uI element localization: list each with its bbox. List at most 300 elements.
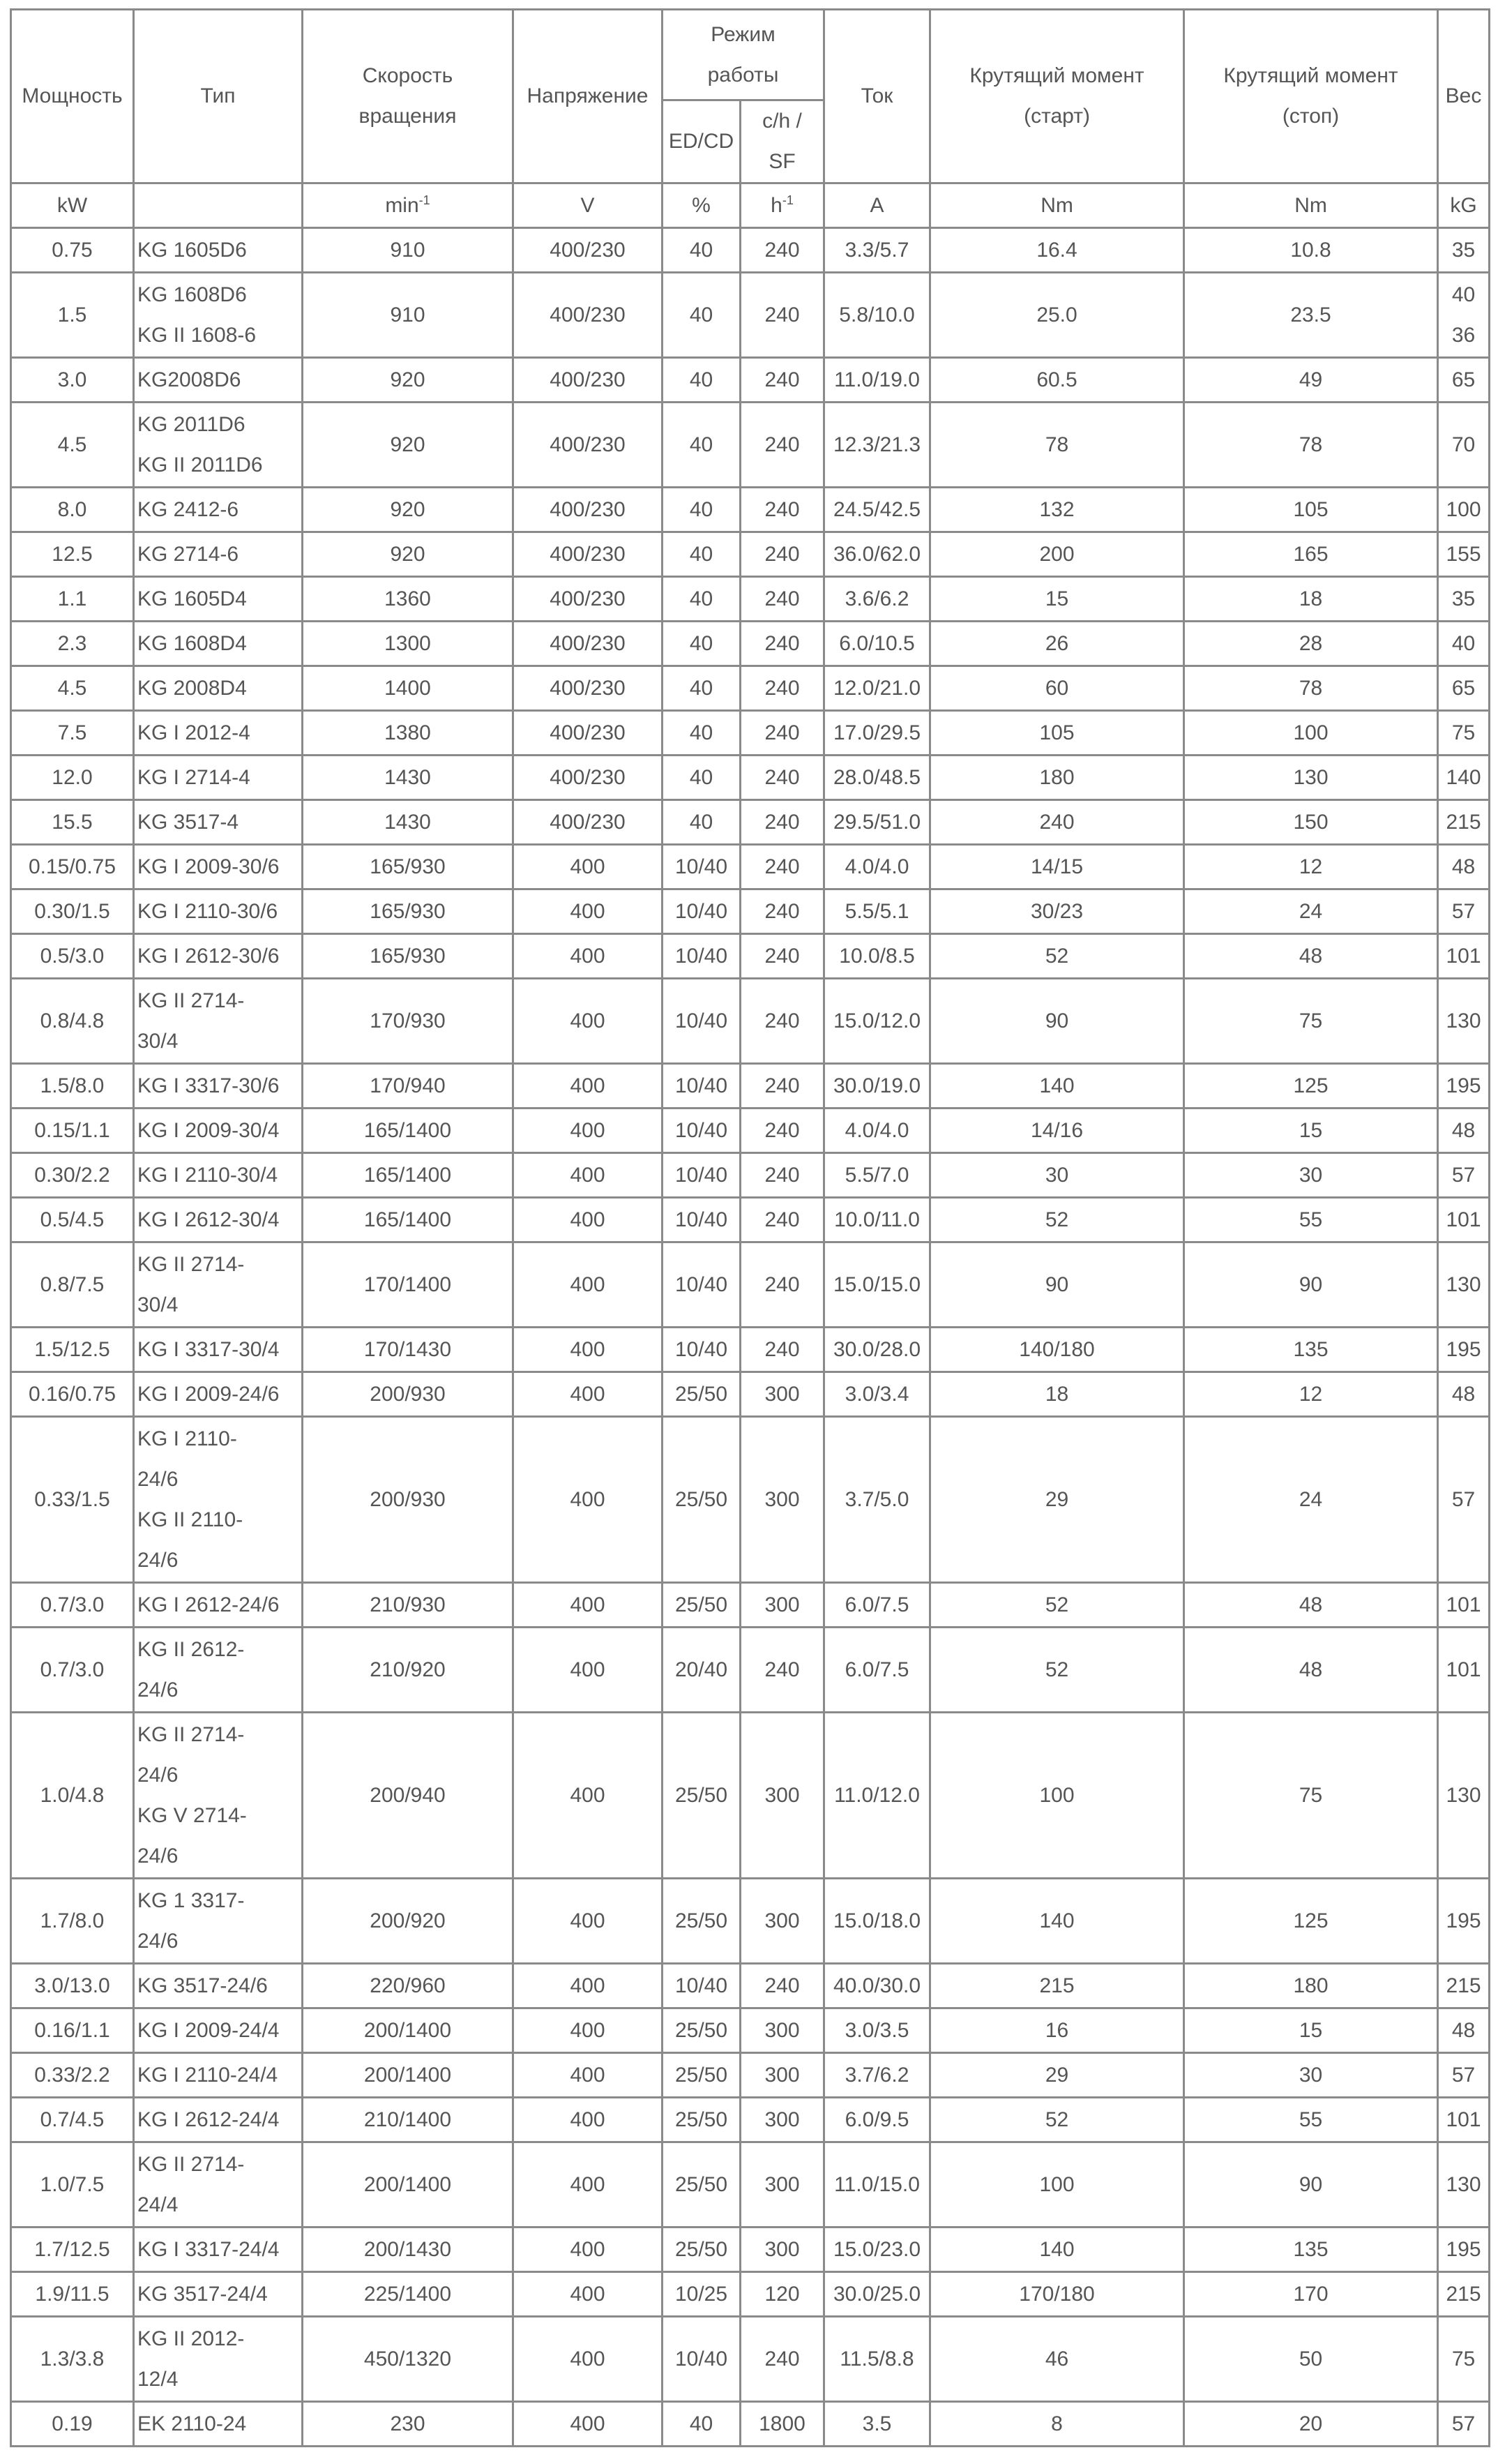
cell-weight-line: 75 xyxy=(1451,2347,1476,2371)
cell-type-line: EK 2110-24 xyxy=(137,2412,247,2435)
cell-type-line: KG I 3317-24/4 xyxy=(137,2237,280,2261)
table-row xyxy=(11,358,1490,403)
table-row xyxy=(11,532,1490,577)
table-row xyxy=(11,1328,1490,1372)
cell-ch-sf: 300 xyxy=(741,2008,824,2053)
cell-ed-cd: 10/40 xyxy=(663,979,741,1064)
cell-ch-sf: 240 xyxy=(741,577,824,622)
cell-torque-stop: 55 xyxy=(1184,2098,1438,2142)
cell-weight-line: 100 xyxy=(1446,497,1481,521)
cell-weight xyxy=(1438,1242,1490,1328)
unit-ch xyxy=(741,183,824,228)
cell-weight xyxy=(1438,2008,1490,2053)
cell-type-line: 24/6 xyxy=(137,1929,179,1953)
cell-ed-cd: 40 xyxy=(663,756,741,800)
cell-ed-cd: 10/40 xyxy=(663,1964,741,2008)
cell-voltage: 400 xyxy=(513,979,663,1064)
cell-speed: 920 xyxy=(303,403,513,488)
cell-power: 4.5 xyxy=(11,666,134,711)
table-row xyxy=(11,1628,1490,1713)
cell-torque-stop: 23.5 xyxy=(1184,273,1438,358)
cell-power: 3.0/13.0 xyxy=(11,1964,134,2008)
cell-power: 1.5 xyxy=(11,273,134,358)
cell-voltage: 400/230 xyxy=(513,273,663,358)
cell-current: 15.0/15.0 xyxy=(824,1242,930,1328)
cell-type-line: KG V 2714- xyxy=(137,1803,247,1827)
cell-voltage: 400/230 xyxy=(513,577,663,622)
spec-table-container xyxy=(10,8,1488,2447)
cell-type xyxy=(134,1713,303,1879)
cell-type xyxy=(134,622,303,666)
cell-torque-start: 90 xyxy=(930,1242,1184,1328)
cell-current: 11.0/19.0 xyxy=(824,358,930,403)
cell-type xyxy=(134,358,303,403)
table-header xyxy=(11,10,1490,228)
cell-power: 8.0 xyxy=(11,488,134,532)
cell-torque-stop: 18 xyxy=(1184,577,1438,622)
cell-torque-start: 180 xyxy=(930,756,1184,800)
cell-ch-sf: 240 xyxy=(741,622,824,666)
cell-torque-stop: 24 xyxy=(1184,1417,1438,1583)
cell-voltage: 400 xyxy=(513,1109,663,1153)
cell-ch-sf: 240 xyxy=(741,2317,824,2402)
cell-torque-stop: 135 xyxy=(1184,2228,1438,2272)
cell-ed-cd: 40 xyxy=(663,273,741,358)
cell-current: 24.5/42.5 xyxy=(824,488,930,532)
cell-power: 0.75 xyxy=(11,228,134,273)
cell-current: 17.0/29.5 xyxy=(824,711,930,756)
cell-weight xyxy=(1438,1064,1490,1109)
cell-ed-cd: 40 xyxy=(663,358,741,403)
cell-type-line: 24/6 xyxy=(137,1763,179,1787)
header-torque-start-line: Крутящий момент xyxy=(969,64,1144,87)
cell-power: 0.30/1.5 xyxy=(11,889,134,934)
cell-voltage: 400 xyxy=(513,934,663,979)
cell-torque-stop: 170 xyxy=(1184,2272,1438,2317)
cell-type-line: KG I 2009-30/4 xyxy=(137,1118,280,1142)
header-speed xyxy=(303,10,513,183)
cell-weight xyxy=(1438,2053,1490,2098)
cell-voltage: 400 xyxy=(513,1879,663,1964)
cell-type-line: KG I 2012-4 xyxy=(137,721,250,744)
cell-ch-sf: 240 xyxy=(741,1328,824,1372)
cell-weight xyxy=(1438,1964,1490,2008)
cell-type-line: 24/6 xyxy=(137,1548,179,1572)
cell-speed: 1380 xyxy=(303,711,513,756)
table-row xyxy=(11,273,1490,358)
cell-weight-line: 155 xyxy=(1446,542,1481,566)
cell-weight-line: 36 xyxy=(1451,323,1476,347)
cell-type xyxy=(134,711,303,756)
cell-speed: 910 xyxy=(303,273,513,358)
cell-torque-stop: 90 xyxy=(1184,1242,1438,1328)
cell-ed-cd: 40 xyxy=(663,403,741,488)
unit-ed: % xyxy=(663,183,741,228)
cell-ch-sf: 300 xyxy=(741,1713,824,1879)
cell-type-line: KG I 2110-30/4 xyxy=(137,1163,278,1187)
cell-power: 0.16/0.75 xyxy=(11,1372,134,1417)
cell-ch-sf: 240 xyxy=(741,358,824,403)
cell-power: 1.1 xyxy=(11,577,134,622)
cell-type-line: 24/6 xyxy=(137,1844,179,1868)
cell-power: 0.7/3.0 xyxy=(11,1583,134,1628)
cell-type xyxy=(134,2142,303,2228)
cell-ch-sf: 300 xyxy=(741,2142,824,2228)
cell-voltage: 400 xyxy=(513,2317,663,2402)
cell-weight-line: 57 xyxy=(1451,2412,1476,2435)
cell-current: 3.0/3.4 xyxy=(824,1372,930,1417)
cell-type xyxy=(134,666,303,711)
cell-type-line: KG I 2009-30/6 xyxy=(137,855,280,878)
cell-type xyxy=(134,273,303,358)
cell-torque-start: 52 xyxy=(930,1198,1184,1242)
cell-type-line: KG I 2110-24/4 xyxy=(137,2063,278,2087)
cell-torque-start: 140/180 xyxy=(930,1328,1184,1372)
cell-torque-start: 30 xyxy=(930,1153,1184,1198)
cell-torque-start: 140 xyxy=(930,1064,1184,1109)
cell-current: 3.5 xyxy=(824,2402,930,2447)
cell-ed-cd: 25/50 xyxy=(663,1417,741,1583)
cell-type xyxy=(134,532,303,577)
cell-ch-sf: 240 xyxy=(741,979,824,1064)
cell-speed: 165/930 xyxy=(303,934,513,979)
cell-speed: 1430 xyxy=(303,800,513,845)
cell-torque-start: 60 xyxy=(930,666,1184,711)
cell-current: 3.7/5.0 xyxy=(824,1417,930,1583)
cell-weight xyxy=(1438,2317,1490,2402)
cell-weight-line: 130 xyxy=(1446,1272,1481,1296)
cell-speed: 170/1430 xyxy=(303,1328,513,1372)
cell-power: 0.33/1.5 xyxy=(11,1417,134,1583)
cell-weight xyxy=(1438,273,1490,358)
cell-speed: 920 xyxy=(303,532,513,577)
cell-voltage: 400/230 xyxy=(513,711,663,756)
cell-power: 3.0 xyxy=(11,358,134,403)
cell-speed: 165/930 xyxy=(303,889,513,934)
cell-torque-stop: 48 xyxy=(1184,1628,1438,1713)
header-mode-line: Режим xyxy=(711,22,776,46)
cell-ed-cd: 25/50 xyxy=(663,2053,741,2098)
cell-ed-cd: 25/50 xyxy=(663,1879,741,1964)
cell-speed: 200/940 xyxy=(303,1713,513,1879)
cell-torque-start: 14/15 xyxy=(930,845,1184,889)
cell-current: 15.0/12.0 xyxy=(824,979,930,1064)
table-row xyxy=(11,1964,1490,2008)
cell-speed: 920 xyxy=(303,488,513,532)
table-row xyxy=(11,756,1490,800)
cell-weight xyxy=(1438,1109,1490,1153)
cell-power: 1.7/8.0 xyxy=(11,1879,134,1964)
cell-power: 7.5 xyxy=(11,711,134,756)
cell-torque-stop: 78 xyxy=(1184,666,1438,711)
cell-torque-stop: 135 xyxy=(1184,1328,1438,1372)
cell-ch-sf: 240 xyxy=(741,845,824,889)
cell-voltage: 400 xyxy=(513,1628,663,1713)
cell-type xyxy=(134,1153,303,1198)
cell-speed: 225/1400 xyxy=(303,2272,513,2317)
motor-spec-table xyxy=(10,8,1490,2447)
header-weight: Вес xyxy=(1438,10,1490,183)
cell-torque-start: 240 xyxy=(930,800,1184,845)
cell-torque-start: 100 xyxy=(930,2142,1184,2228)
cell-voltage: 400/230 xyxy=(513,488,663,532)
cell-torque-stop: 180 xyxy=(1184,1964,1438,2008)
cell-type xyxy=(134,934,303,979)
cell-power: 0.15/1.1 xyxy=(11,1109,134,1153)
cell-type-line: KG I 2612-30/6 xyxy=(137,944,280,968)
cell-power: 1.0/7.5 xyxy=(11,2142,134,2228)
cell-torque-start: 52 xyxy=(930,1628,1184,1713)
table-row xyxy=(11,2228,1490,2272)
cell-speed: 165/1400 xyxy=(303,1198,513,1242)
cell-weight-line: 48 xyxy=(1451,1382,1476,1406)
cell-torque-stop: 30 xyxy=(1184,1153,1438,1198)
header-torque-stop-line: (стоп) xyxy=(1282,105,1340,128)
cell-weight xyxy=(1438,1328,1490,1372)
cell-type xyxy=(134,403,303,488)
cell-torque-start: 16.4 xyxy=(930,228,1184,273)
cell-torque-stop: 130 xyxy=(1184,756,1438,800)
cell-type-line: 24/6 xyxy=(137,1467,179,1491)
cell-type-line: KG 3517-24/4 xyxy=(137,2282,268,2306)
cell-current: 11.0/15.0 xyxy=(824,2142,930,2228)
cell-type xyxy=(134,2272,303,2317)
cell-type xyxy=(134,1628,303,1713)
cell-ch-sf: 300 xyxy=(741,2228,824,2272)
cell-torque-start: 15 xyxy=(930,577,1184,622)
cell-torque-start: 16 xyxy=(930,2008,1184,2053)
cell-speed: 910 xyxy=(303,228,513,273)
cell-voltage: 400 xyxy=(513,2098,663,2142)
cell-current: 6.0/7.5 xyxy=(824,1583,930,1628)
cell-weight-line: 65 xyxy=(1451,368,1476,391)
cell-torque-start: 78 xyxy=(930,403,1184,488)
cell-power: 0.5/4.5 xyxy=(11,1198,134,1242)
cell-current: 6.0/9.5 xyxy=(824,2098,930,2142)
cell-torque-start: 25.0 xyxy=(930,273,1184,358)
table-row xyxy=(11,2272,1490,2317)
cell-type-line: KG II 2714- xyxy=(137,1252,245,1276)
cell-speed: 200/1400 xyxy=(303,2142,513,2228)
table-row xyxy=(11,666,1490,711)
cell-torque-start: 52 xyxy=(930,2098,1184,2142)
unit-ch-sup: -1 xyxy=(782,193,794,207)
cell-current: 4.0/4.0 xyxy=(824,845,930,889)
cell-ed-cd: 20/40 xyxy=(663,1628,741,1713)
cell-power: 4.5 xyxy=(11,403,134,488)
header-speed-line: Скорость xyxy=(362,64,453,87)
cell-current: 12.3/21.3 xyxy=(824,403,930,488)
cell-power: 12.0 xyxy=(11,756,134,800)
cell-type xyxy=(134,228,303,273)
cell-voltage: 400 xyxy=(513,889,663,934)
cell-weight-line: 140 xyxy=(1446,765,1481,789)
cell-type xyxy=(134,1198,303,1242)
cell-ch-sf: 240 xyxy=(741,889,824,934)
cell-weight xyxy=(1438,756,1490,800)
cell-speed: 170/930 xyxy=(303,979,513,1064)
cell-current: 11.5/8.8 xyxy=(824,2317,930,2402)
cell-torque-start: 46 xyxy=(930,2317,1184,2402)
cell-ed-cd: 10/25 xyxy=(663,2272,741,2317)
cell-speed: 230 xyxy=(303,2402,513,2447)
unit-speed-sup: -1 xyxy=(418,193,430,207)
cell-speed: 165/930 xyxy=(303,845,513,889)
cell-voltage: 400 xyxy=(513,1242,663,1328)
cell-torque-start: 26 xyxy=(930,622,1184,666)
unit-torque-start: Nm xyxy=(930,183,1184,228)
cell-type xyxy=(134,800,303,845)
cell-weight-line: 130 xyxy=(1446,2172,1481,2196)
cell-power: 2.3 xyxy=(11,622,134,666)
cell-weight xyxy=(1438,934,1490,979)
table-row xyxy=(11,488,1490,532)
cell-ch-sf: 300 xyxy=(741,1583,824,1628)
cell-voltage: 400 xyxy=(513,2402,663,2447)
cell-torque-stop: 55 xyxy=(1184,1198,1438,1242)
cell-speed: 170/1400 xyxy=(303,1242,513,1328)
cell-speed: 450/1320 xyxy=(303,2317,513,2402)
cell-weight-line: 130 xyxy=(1446,1783,1481,1807)
cell-ch-sf: 240 xyxy=(741,756,824,800)
cell-current: 3.0/3.5 xyxy=(824,2008,930,2053)
cell-ed-cd: 25/50 xyxy=(663,2142,741,2228)
cell-ch-sf: 240 xyxy=(741,934,824,979)
cell-weight-line: 195 xyxy=(1446,2237,1481,2261)
cell-weight xyxy=(1438,2098,1490,2142)
cell-type-line: KG 1 3317- xyxy=(137,1888,245,1912)
cell-ed-cd: 10/40 xyxy=(663,934,741,979)
cell-type-line: KG I 2612-24/4 xyxy=(137,2108,280,2131)
cell-ed-cd: 10/40 xyxy=(663,1064,741,1109)
table-row xyxy=(11,2402,1490,2447)
cell-speed: 210/1400 xyxy=(303,2098,513,2142)
cell-speed: 1430 xyxy=(303,756,513,800)
cell-ed-cd: 40 xyxy=(663,800,741,845)
cell-weight-line: 48 xyxy=(1451,855,1476,878)
header-type: Тип xyxy=(134,10,303,183)
cell-ch-sf: 240 xyxy=(741,1964,824,2008)
cell-weight xyxy=(1438,403,1490,488)
cell-speed: 170/940 xyxy=(303,1064,513,1109)
cell-torque-start: 29 xyxy=(930,1417,1184,1583)
cell-type-line: KG II 1608-6 xyxy=(137,323,257,347)
cell-type-line: KG I 2009-24/6 xyxy=(137,1382,280,1406)
table-row xyxy=(11,2098,1490,2142)
cell-type-line: 30/4 xyxy=(137,1293,179,1316)
cell-power: 0.15/0.75 xyxy=(11,845,134,889)
cell-weight-line: 70 xyxy=(1451,433,1476,456)
cell-type xyxy=(134,979,303,1064)
cell-weight-line: 57 xyxy=(1451,1487,1476,1511)
cell-weight-line: 65 xyxy=(1451,676,1476,700)
table-row xyxy=(11,2317,1490,2402)
unit-current: A xyxy=(824,183,930,228)
table-body xyxy=(11,228,1490,2447)
cell-torque-stop: 75 xyxy=(1184,1713,1438,1879)
cell-torque-start: 60.5 xyxy=(930,358,1184,403)
cell-type xyxy=(134,2053,303,2098)
cell-torque-start: 140 xyxy=(930,2228,1184,2272)
cell-type-line: KG 1605D6 xyxy=(137,238,247,262)
cell-torque-start: 8 xyxy=(930,2402,1184,2447)
cell-torque-stop: 150 xyxy=(1184,800,1438,845)
cell-type-line: KG 2011D6 xyxy=(137,412,245,436)
cell-ch-sf: 240 xyxy=(741,1628,824,1713)
cell-torque-start: 100 xyxy=(930,1713,1184,1879)
cell-weight-line: 101 xyxy=(1446,2108,1481,2131)
unit-speed xyxy=(303,183,513,228)
cell-power: 1.9/11.5 xyxy=(11,2272,134,2317)
cell-weight xyxy=(1438,1713,1490,1879)
cell-current: 5.8/10.0 xyxy=(824,273,930,358)
cell-torque-start: 105 xyxy=(930,711,1184,756)
cell-type xyxy=(134,2402,303,2447)
header-power: Мощность xyxy=(11,10,134,183)
unit-ch-text: h xyxy=(771,193,782,217)
cell-weight xyxy=(1438,1417,1490,1583)
cell-type xyxy=(134,889,303,934)
cell-torque-stop: 100 xyxy=(1184,711,1438,756)
cell-power: 0.5/3.0 xyxy=(11,934,134,979)
cell-type-line: KG 1608D6 xyxy=(137,283,247,306)
cell-ch-sf: 240 xyxy=(741,1198,824,1242)
cell-torque-stop: 10.8 xyxy=(1184,228,1438,273)
cell-torque-stop: 12 xyxy=(1184,845,1438,889)
cell-voltage: 400 xyxy=(513,1964,663,2008)
cell-type-line: KG 2714-6 xyxy=(137,542,239,566)
cell-weight xyxy=(1438,1628,1490,1713)
cell-type-line: KG II 2714- xyxy=(137,2152,245,2176)
cell-weight-line: 215 xyxy=(1446,810,1481,834)
cell-torque-stop: 24 xyxy=(1184,889,1438,934)
cell-current: 3.7/6.2 xyxy=(824,2053,930,2098)
cell-type-line: KG II 2110- xyxy=(137,1508,243,1531)
unit-voltage: V xyxy=(513,183,663,228)
cell-weight xyxy=(1438,532,1490,577)
cell-current: 11.0/12.0 xyxy=(824,1713,930,1879)
table-row xyxy=(11,1153,1490,1198)
cell-voltage: 400/230 xyxy=(513,622,663,666)
unit-torque-stop: Nm xyxy=(1184,183,1438,228)
cell-torque-stop: 20 xyxy=(1184,2402,1438,2447)
cell-weight-line: 195 xyxy=(1446,1074,1481,1097)
cell-type xyxy=(134,1417,303,1583)
table-row xyxy=(11,2053,1490,2098)
cell-weight-line: 35 xyxy=(1451,238,1476,262)
cell-ch-sf: 300 xyxy=(741,1879,824,1964)
cell-speed: 200/1400 xyxy=(303,2053,513,2098)
cell-ch-sf: 240 xyxy=(741,273,824,358)
header-voltage: Напряжение xyxy=(513,10,663,183)
cell-torque-start: 30/23 xyxy=(930,889,1184,934)
cell-power: 0.7/3.0 xyxy=(11,1628,134,1713)
cell-voltage: 400 xyxy=(513,2053,663,2098)
cell-torque-stop: 90 xyxy=(1184,2142,1438,2228)
cell-voltage: 400/230 xyxy=(513,358,663,403)
cell-type xyxy=(134,1109,303,1153)
table-row xyxy=(11,228,1490,273)
cell-torque-start: 18 xyxy=(930,1372,1184,1417)
cell-weight xyxy=(1438,1372,1490,1417)
cell-type-line: 24/6 xyxy=(137,1678,179,1701)
cell-torque-start: 132 xyxy=(930,488,1184,532)
cell-type-line: KG II 2612- xyxy=(137,1637,245,1661)
cell-ed-cd: 25/50 xyxy=(663,2098,741,2142)
cell-voltage: 400 xyxy=(513,1198,663,1242)
cell-current: 6.0/10.5 xyxy=(824,622,930,666)
cell-torque-start: 215 xyxy=(930,1964,1184,2008)
